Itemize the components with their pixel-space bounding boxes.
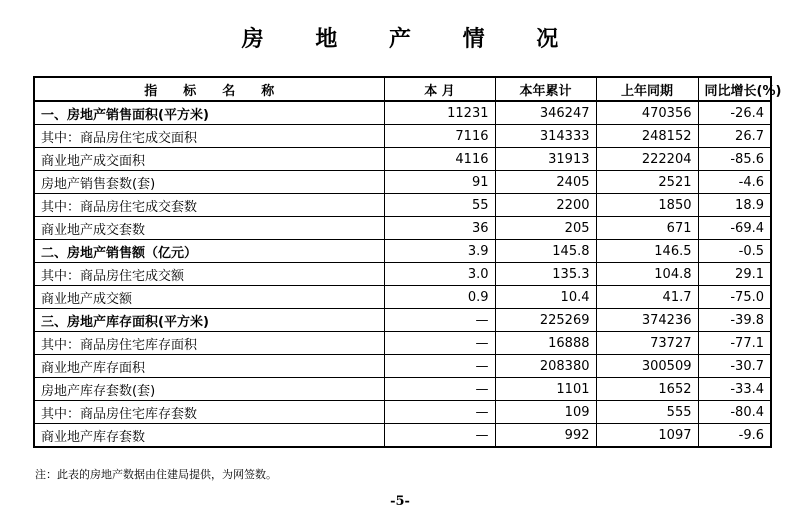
cell-this-month: 3.9 <box>384 240 495 263</box>
row-label: 其中：商品房住宅成交套数 <box>34 194 384 217</box>
table-row <box>34 101 771 125</box>
table-row <box>34 378 771 401</box>
cell-this-month: 4116 <box>384 148 495 171</box>
cell-ytd: 314333 <box>495 125 596 148</box>
cell-last-year: 1652 <box>596 378 698 401</box>
cell-ytd: 208380 <box>495 355 596 378</box>
row-label: 一、房地产销售面积(平方米) <box>34 101 384 125</box>
cell-this-month: 7116 <box>384 125 495 148</box>
row-label: 三、房地产库存面积(平方米) <box>34 309 384 332</box>
row-label: 商业地产库存套数 <box>34 424 384 448</box>
cell-last-year: 300509 <box>596 355 698 378</box>
row-label: 商业地产库存面积 <box>34 355 384 378</box>
row-label: 二、房地产销售额（亿元） <box>34 240 384 263</box>
row-label: 商业地产成交套数 <box>34 217 384 240</box>
cell-last-year: 1097 <box>596 424 698 448</box>
cell-ytd: 992 <box>495 424 596 448</box>
cell-last-year: 1850 <box>596 194 698 217</box>
cell-ytd: 16888 <box>495 332 596 355</box>
cell-ytd: 1101 <box>495 378 596 401</box>
cell-this-month: — <box>384 424 495 448</box>
cell-yoy-growth: -0.5 <box>698 240 771 263</box>
cell-yoy-growth: 18.9 <box>698 194 771 217</box>
row-label: 房地产库存套数(套) <box>34 378 384 401</box>
cell-ytd: 109 <box>495 401 596 424</box>
page-title: 房 地 产 情 况 <box>241 27 581 52</box>
real-estate-table <box>33 76 782 448</box>
row-label: 其中：商品房住宅库存套数 <box>34 401 384 424</box>
table-row <box>34 125 771 148</box>
cell-last-year: 555 <box>596 401 698 424</box>
cell-last-year: 248152 <box>596 125 698 148</box>
cell-yoy-growth: -85.6 <box>698 148 771 171</box>
cell-last-year: 146.5 <box>596 240 698 263</box>
column-header-last-year: 上年同期 <box>596 77 698 101</box>
row-label: 房地产销售套数(套) <box>34 171 384 194</box>
table-row <box>34 355 771 378</box>
table-row <box>34 263 771 286</box>
cell-last-year: 374236 <box>596 309 698 332</box>
cell-this-month: 11231 <box>384 101 495 125</box>
table-row <box>34 401 771 424</box>
row-label: 其中：商品房住宅成交面积 <box>34 125 384 148</box>
cell-ytd: 225269 <box>495 309 596 332</box>
cell-last-year: 41.7 <box>596 286 698 309</box>
table-row <box>34 148 771 171</box>
cell-this-month: — <box>384 332 495 355</box>
cell-yoy-growth: -39.8 <box>698 309 771 332</box>
cell-ytd: 2405 <box>495 171 596 194</box>
table-row <box>34 171 771 194</box>
cell-ytd: 346247 <box>495 101 596 125</box>
cell-yoy-growth: 26.7 <box>698 125 771 148</box>
column-header-ytd: 本年累计 <box>495 77 596 101</box>
cell-last-year: 222204 <box>596 148 698 171</box>
table-row <box>34 286 771 309</box>
table-row <box>34 194 771 217</box>
column-header-this-month: 本 月 <box>384 77 495 101</box>
cell-last-year: 470356 <box>596 101 698 125</box>
cell-ytd: 10.4 <box>495 286 596 309</box>
cell-yoy-growth: -9.6 <box>698 424 771 448</box>
cell-yoy-growth: -75.0 <box>698 286 771 309</box>
cell-this-month: 55 <box>384 194 495 217</box>
table-header-row <box>34 77 771 101</box>
cell-yoy-growth: -33.4 <box>698 378 771 401</box>
table-row <box>34 424 771 448</box>
cell-ytd: 135.3 <box>495 263 596 286</box>
cell-ytd: 205 <box>495 217 596 240</box>
footnote: 注：此表的房地产数据由住建局提供，为网签数。 <box>35 468 277 481</box>
table-row <box>34 309 771 332</box>
cell-last-year: 671 <box>596 217 698 240</box>
cell-ytd: 31913 <box>495 148 596 171</box>
row-label: 商业地产成交额 <box>34 286 384 309</box>
cell-this-month: — <box>384 309 495 332</box>
table-row <box>34 217 771 240</box>
cell-yoy-growth: -69.4 <box>698 217 771 240</box>
cell-this-month: 3.0 <box>384 263 495 286</box>
column-header-yoy-growth: 同比增长(%) <box>698 77 771 101</box>
cell-yoy-growth: -4.6 <box>698 171 771 194</box>
cell-ytd: 145.8 <box>495 240 596 263</box>
cell-yoy-growth: -30.7 <box>698 355 771 378</box>
row-label: 其中：商品房住宅成交额 <box>34 263 384 286</box>
cell-this-month: 91 <box>384 171 495 194</box>
row-label: 其中：商品房住宅库存面积 <box>34 332 384 355</box>
table-row <box>34 240 771 263</box>
cell-this-month: 0.9 <box>384 286 495 309</box>
cell-this-month: 36 <box>384 217 495 240</box>
column-header-indicator: 指 标 名 称 <box>34 77 384 101</box>
cell-this-month: — <box>384 355 495 378</box>
page-number: -5- <box>390 494 410 509</box>
table-row <box>34 332 771 355</box>
cell-yoy-growth: -80.4 <box>698 401 771 424</box>
cell-this-month: — <box>384 378 495 401</box>
row-label: 商业地产成交面积 <box>34 148 384 171</box>
cell-ytd: 2200 <box>495 194 596 217</box>
cell-yoy-growth: -26.4 <box>698 101 771 125</box>
cell-last-year: 73727 <box>596 332 698 355</box>
cell-yoy-growth: -77.1 <box>698 332 771 355</box>
cell-last-year: 2521 <box>596 171 698 194</box>
cell-yoy-growth: 29.1 <box>698 263 771 286</box>
cell-last-year: 104.8 <box>596 263 698 286</box>
cell-this-month: — <box>384 401 495 424</box>
